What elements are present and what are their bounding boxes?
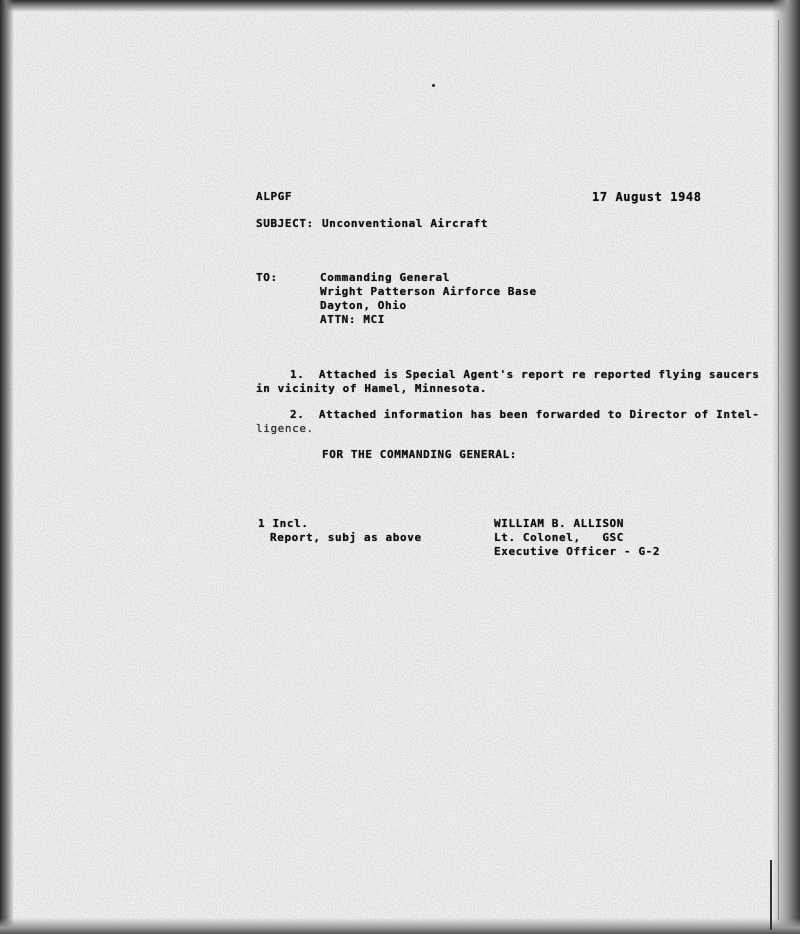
paragraph-1-line-2: in vicinity of Hamel, Minnesota. — [256, 382, 488, 395]
addressee-line: Wright Patterson Airforce Base — [320, 285, 537, 298]
scan-artifact-line — [770, 860, 772, 930]
scan-left-edge — [0, 0, 14, 934]
enclosure-count: 1 Incl. — [258, 517, 309, 530]
scan-right-edge — [772, 0, 800, 934]
addressee-line: Commanding General — [320, 271, 451, 284]
scan-bottom-edge — [0, 918, 800, 934]
enclosure-description: Report, subj as above — [270, 531, 422, 544]
memo-date: 17 August 1948 — [592, 190, 702, 204]
paragraph-2-line-1: 2. Attached information has been forwarded to Director of Intel- — [290, 408, 760, 421]
addressee-line: Dayton, Ohio — [320, 299, 407, 312]
scan-speck — [432, 84, 435, 87]
paragraph-2-line-2: ligence. — [256, 422, 314, 435]
subject-label: SUBJECT: — [256, 217, 314, 230]
signature-title: Executive Officer - G-2 — [494, 545, 661, 558]
signature-rank: Lt. Colonel, GSC — [494, 531, 625, 544]
scan-top-edge — [0, 0, 800, 12]
paragraph-1-line-1: 1. Attached is Special Agent's report re reported flying saucers — [290, 368, 760, 381]
subject-text: Unconventional Aircraft — [322, 217, 489, 230]
addressee-line: ATTN: MCI — [320, 313, 386, 326]
closing-line: FOR THE COMMANDING GENERAL: — [322, 448, 518, 461]
to-label: TO: — [256, 271, 278, 284]
office-symbol: ALPGF — [256, 190, 293, 203]
scan-artifact-line — [778, 20, 779, 920]
signature-name: WILLIAM B. ALLISON — [494, 517, 625, 530]
